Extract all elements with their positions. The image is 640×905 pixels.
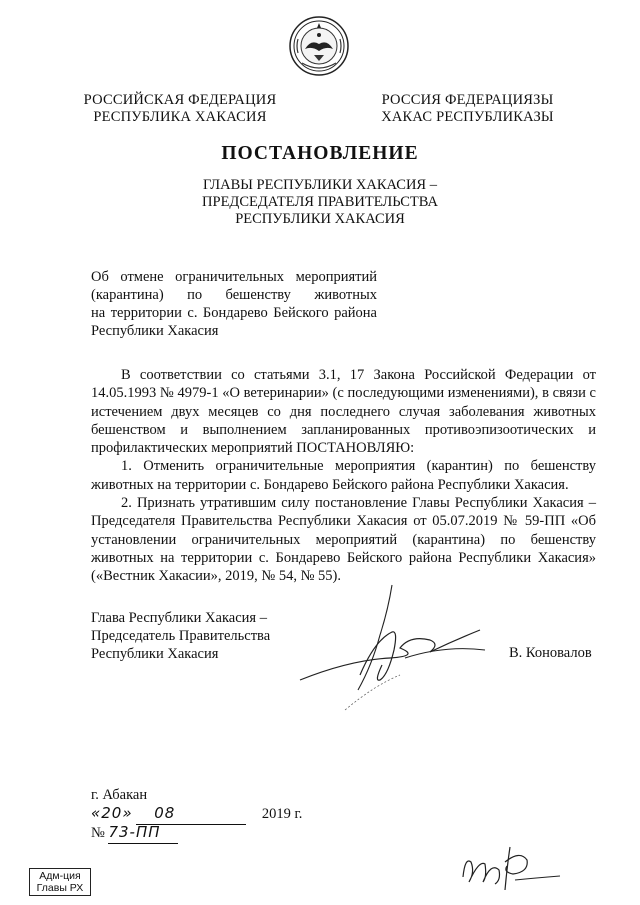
document-body: [91, 366, 596, 586]
header-left-line1: РОССИЙСКАЯ ФЕДЕРАЦИЯ: [83, 92, 277, 108]
coat-of-arms-icon: [288, 15, 350, 77]
stamp-line2: Главы РХ: [36, 882, 84, 894]
header-left-line2: РЕСПУБЛИКА ХАКАСИЯ: [93, 109, 267, 125]
authority-line1: ГЛАВЫ РЕСПУБЛИКИ ХАКАСИЯ –: [203, 177, 437, 193]
document-number: [91, 822, 178, 844]
date-year: 2019 г.: [261, 806, 303, 822]
signatory-title-line2: Председатель Правительства: [91, 628, 271, 644]
handwritten-initials: [455, 842, 565, 897]
number-field: [108, 822, 178, 844]
header-left: [80, 92, 280, 126]
signatory-title-line3: Республики Хакасия: [91, 646, 219, 662]
header-right-line2: ХАКАС РЕСПУБЛИКАЗЫ: [381, 109, 554, 125]
body-item-2: 2. Признать утратившим силу постановление Главы Республики Хакасия – Председателя Правительства Республики Хакасия от 05.07.2019 № 59-ПП «Об установлении ограничительных мероприятий (карантина) по бешенству животных на территории с. Бондарево Бейского района Республики Хакасия» («Вестник Хакасии», 2019, № 54, № 55).: [91, 495, 596, 585]
body-intro-paragraph: В соответствии со статьями 3.1, 17 Закона Российской Федерации от 14.05.1993 № 4979-1 «О ветеринарии» (с последующими изменениями), в связи с истечением двух месяцев со дня последнего случая заболевания животных бешенством и выполнением запланированных противоэпизоотических и профилактических мероприятий ПОСТАНОВЛЯЮ:: [91, 367, 596, 457]
handwritten-signature: [280, 580, 500, 720]
subject-line1: Об отмене ограничительных мероприятий: [91, 269, 377, 285]
header-right-line1: РОССИЯ ФЕДЕРАЦИЯЗЫ: [381, 92, 554, 108]
subject-line3: на территории с. Бондарево Бейского района: [91, 305, 377, 321]
date-close-quote: »: [122, 804, 133, 822]
number-label: №: [91, 825, 105, 841]
subject-line2: (карантина) по бешенству животных: [91, 287, 377, 303]
signatory-title-line1: Глава Республики Хакасия –: [91, 610, 267, 626]
signatory-name: В. Коновалов: [509, 645, 592, 661]
date-open-quote: «: [91, 804, 102, 822]
number-value: 73-ПП: [108, 823, 161, 841]
city-label: г. Абакан: [91, 787, 148, 803]
authority-line2: ПРЕДСЕДАТЕЛЯ ПРАВИТЕЛЬСТВА: [202, 194, 438, 210]
issuing-authority: [160, 177, 480, 228]
authority-line3: РЕСПУБЛИКИ ХАКАСИЯ: [235, 211, 405, 227]
date-day: 20: [101, 804, 123, 822]
stamp-line1: Адм-ция: [39, 870, 81, 882]
document-type-title: ПОСТАНОВЛЕНИЕ: [221, 143, 419, 164]
registration-stamp: [29, 868, 91, 896]
subject-line4: Республики Хакасия: [91, 323, 219, 339]
header-right: [365, 92, 570, 126]
document-subject: [91, 268, 377, 340]
body-item-1: 1. Отменить ограничительные мероприятия (карантин) по бешенству животных на территории с. Бондарево Бейского района Республики Хакасия.: [91, 458, 596, 493]
date-month: 08: [154, 804, 176, 822]
